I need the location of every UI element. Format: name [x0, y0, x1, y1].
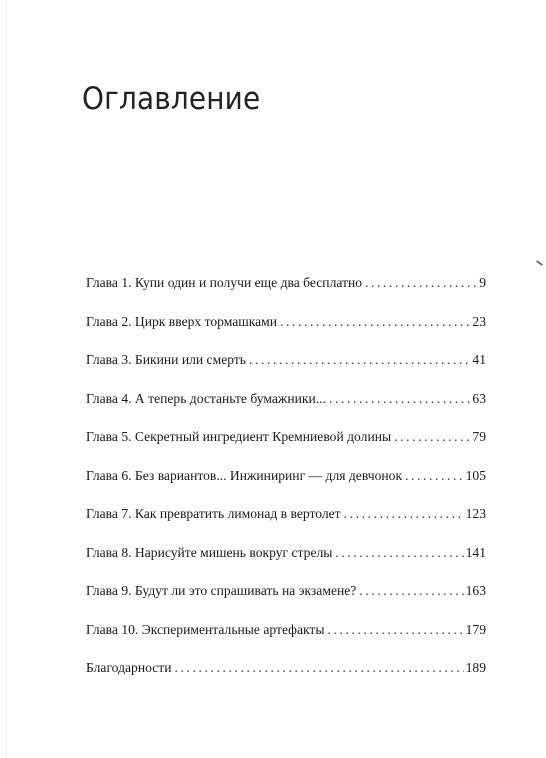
- toc-entry-page: 105: [465, 467, 486, 483]
- toc-entry-label: Глава 2. Цирк вверх тормашками: [86, 313, 278, 329]
- toc-entry-label: Глава 9. Будут ли это спрашивать на экзамене?: [86, 583, 357, 598]
- dot-leader: [328, 622, 464, 638]
- toc-entry-label: Глава 6. Без вариантов... Инжиниринг — для девчонок: [86, 467, 403, 483]
- dot-leader: [329, 391, 470, 407]
- toc-entry-chapter-4: [86, 391, 486, 430]
- table-of-contents: [86, 275, 486, 699]
- toc-entry-page: 79: [472, 429, 486, 444]
- toc-entry-page: 141: [465, 544, 486, 560]
- page-title: Оглавление: [82, 80, 261, 117]
- toc-entry-page: 41: [472, 352, 486, 367]
- dot-leader: [365, 275, 477, 291]
- toc-entry-label: Глава 5. Секретный ингредиент Кремниевой долины: [86, 429, 392, 444]
- toc-entry-label: Глава 1. Купи один и получи еще два бесплатно: [86, 275, 363, 290]
- toc-entry-chapter-7: [86, 506, 486, 545]
- dot-leader: [344, 506, 464, 522]
- dot-leader: [359, 583, 463, 599]
- dot-leader: [394, 429, 470, 445]
- toc-entry-page: 23: [472, 313, 486, 329]
- toc-entry-page: 63: [472, 390, 486, 406]
- toc-entry-page: 123: [465, 506, 486, 521]
- toc-entry-acknowledgments: [86, 660, 486, 699]
- toc-entry-page: 179: [465, 621, 486, 637]
- toc-entry-label: Глава 4. А теперь достаньте бумажники...: [86, 390, 326, 406]
- dot-leader: [335, 545, 463, 561]
- dot-leader: [280, 314, 470, 330]
- toc-entry-label: Глава 7. Как превратить лимонад в вертолет: [86, 506, 341, 521]
- toc-entry-chapter-1: [86, 275, 486, 314]
- toc-entry-chapter-8: [86, 545, 486, 584]
- toc-entry-chapter-6: [86, 468, 486, 507]
- toc-entry-page: 9: [479, 275, 486, 290]
- toc-entry-page: 189: [465, 660, 486, 675]
- toc-entry-chapter-2: [86, 314, 486, 353]
- scan-mark: [536, 260, 543, 266]
- toc-entry-chapter-3: [86, 352, 486, 391]
- toc-entry-chapter-5: [86, 429, 486, 468]
- toc-entry-chapter-10: [86, 622, 486, 661]
- toc-entry-chapter-9: [86, 583, 486, 622]
- toc-entry-label: Глава 8. Нарисуйте мишень вокруг стрелы: [86, 544, 333, 560]
- toc-entry-page: 163: [465, 583, 486, 598]
- dot-leader: [405, 468, 464, 484]
- toc-entry-label: Глава 10. Экспериментальные артефакты: [86, 621, 325, 637]
- toc-entry-label: Глава 3. Бикини или смерть: [86, 352, 246, 367]
- dot-leader: [175, 660, 464, 676]
- page-edge-shadow: [6, 0, 7, 758]
- dot-leader: [249, 352, 470, 368]
- toc-entry-label: Благодарности: [86, 660, 172, 675]
